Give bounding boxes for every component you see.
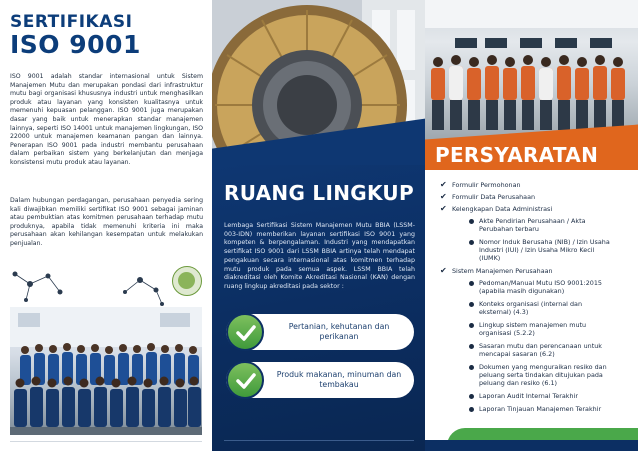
checkmark-icon: ✔ (440, 204, 447, 213)
certification-badge-icon (172, 266, 202, 296)
requirement-text: Akte Pendirian Perusahaan / Akta Perubahan terbaru (479, 217, 586, 234)
checkmark-icon: ✔ (440, 192, 447, 201)
requirement-text: Laporan Tinjauan Manajemen Terakhir (479, 405, 602, 413)
bullet-icon (469, 344, 474, 349)
requirement-subitem (479, 363, 619, 388)
requirement-text: Dokumen yang menguraikan resiko dan peluang serta tindakan ditujukan pada peluang dan resiko (6.1) (479, 363, 607, 388)
trade-paragraph: Dalam hubungan perdagangan, perusahaan penyedia sering kali diwajibkan memiliki sertifikat ISO 9001 sebagai jaminan atau pembuktian atas komitmen perusahaan terhadap mutu produknya, apabila tidak memenuhi kriteria ini maka perusahaan akan kehilangan kesempatan untuk melakukan penjualan. (10, 197, 203, 247)
navy-background (212, 165, 425, 451)
requirement-subitem (479, 392, 619, 400)
bullet-icon (469, 219, 474, 224)
requirement-text: Nomor Induk Berusaha (NIB) / Izin Usaha Industri (IUI) / Izin Usaha Mikro Kecil (IUMK) (479, 238, 610, 263)
requirement-subitem (479, 342, 613, 358)
requirement-item (440, 192, 632, 201)
scope-paragraph: Lembaga Sertifikasi Sistem Manajemen Mutu BBIA (LSSM-003-IDN) memberikan layanan sertifikasi ISO 9001 yang kompeten & berpengalaman. Industri yang mendapatkan sertifikat ISO 9001 dari LSSM BBIA artinya telah mendapat pengakuan secara internasional atas komitmen terhadap mutu produk pada semua aspek. LSSM BBIA telah diakreditasi oleh Komite Akreditasi Nasional (KAN) dengan ruang lingkup akreditasi pada sektor : (224, 222, 415, 290)
requirement-subitem (479, 321, 613, 337)
bullet-icon (469, 281, 474, 286)
checkmark-icon: ✔ (440, 266, 447, 275)
requirement-subitem (479, 279, 619, 295)
requirement-text: Formulir Data Perusahaan (452, 193, 536, 201)
divider-line (224, 440, 414, 441)
title-ruang-lingkup: RUANG LINGKUP (224, 181, 414, 205)
checkmark-icon (226, 361, 264, 399)
intro-paragraph: ISO 9001 adalah standar internasional untuk Sistem Manajemen Mutu dan merupakan pondasi dari infrastruktur mutu bagi organisasi khususnya industri untuk menghasilkan produk atau layanan yang konsisten kualitasnya untuk memenuhi kepuasan pelanggan. ISO 9001 juga merupakan dasar yang baik untuk menerapkan standar manajemen lainnya, seperti ISO 14001 untuk manajemen lingkungan, ISO 22000 untuk manajemen keamanan pangan dan lainnya. Penerapan ISO 9001 pada industri membantu perusahaan dalam perbaikan sistem yang berkelanjutan dan menjaga konsistensi mutu produk atau layanan. (10, 73, 203, 166)
scope-item-label: Pertanian, kehutanan dan perikanan (288, 322, 390, 341)
requirement-item (440, 266, 632, 275)
requirement-text: Pedoman/Manual Mutu ISO 9001:2015 (apabila masih digunakan) (479, 279, 602, 296)
requirement-text: Lingkup sistem manajemen mutu organisasi (5.2.2) (479, 321, 587, 338)
title-iso-9001: ISO 9001 (10, 30, 141, 59)
requirement-text: Sasaran mutu dan perencanaan untuk mencapai sasaran (6.2) (479, 342, 602, 359)
requirement-text: Konteks organisasi (internal dan eksternal) (4.3) (479, 300, 583, 317)
panel-ruang-lingkup (212, 0, 425, 451)
divider-line (10, 441, 202, 442)
requirement-item (440, 180, 632, 189)
group-photo (425, 0, 638, 140)
bullet-icon (469, 240, 474, 245)
requirement-subitem (479, 405, 619, 413)
requirement-subitem (479, 217, 613, 233)
bullet-icon (469, 302, 474, 307)
requirement-item (440, 204, 632, 213)
panel-persyaratan (425, 0, 638, 451)
navy-footer-strip (425, 440, 638, 451)
title-sertifikasi: SERTIFIKASI (10, 12, 133, 32)
checkmark-icon (226, 313, 264, 351)
requirement-subitem (479, 238, 613, 263)
requirement-text: Sistem Manajemen Perusahaan (452, 267, 553, 275)
panel-iso-intro (0, 0, 212, 451)
scope-item-label: Produk makanan, minuman dan tembakau (276, 370, 402, 389)
requirement-subitem (479, 300, 613, 316)
bullet-icon (469, 394, 474, 399)
requirement-text: Formulir Permohonan (452, 181, 521, 189)
checkmark-icon: ✔ (440, 180, 447, 189)
bullet-icon (469, 365, 474, 370)
bullet-icon (469, 407, 474, 412)
requirement-text: Kelengkapan Data Administrasi (452, 205, 553, 213)
bullet-icon (469, 323, 474, 328)
requirement-text: Laporan Audit Internal Terakhir (479, 392, 578, 400)
team-photo (10, 307, 202, 435)
title-persyaratan: PERSYARATAN (435, 143, 599, 167)
